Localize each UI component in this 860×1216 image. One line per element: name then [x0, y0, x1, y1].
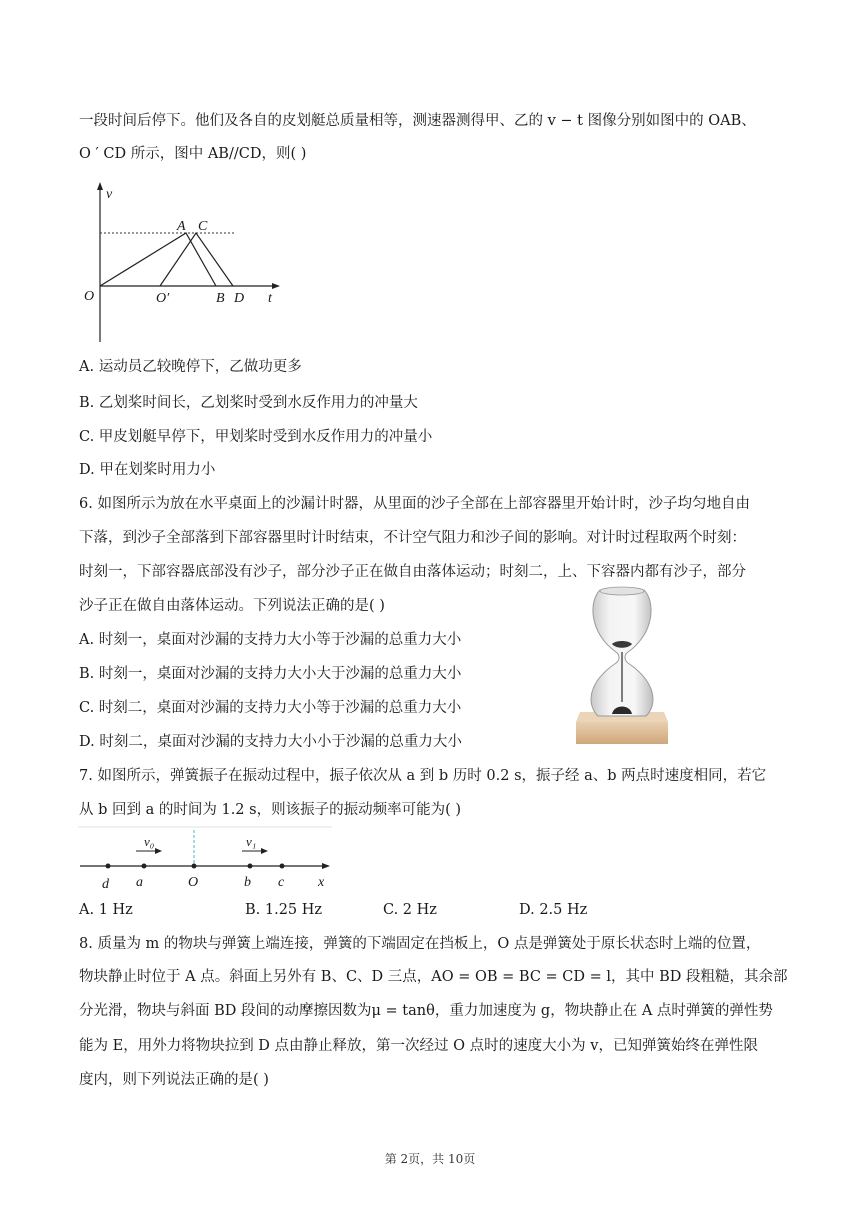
q6-text-line3: 时刻一，下部容器底部没有沙子，部分沙子正在做自由落体运动；时刻二，上、下容器内都有沙子，部分 — [79, 564, 746, 580]
q8-text-line5: 度内，则下列说法正确的是( ) — [79, 1072, 269, 1088]
q7-option-d: D. 2.5 Hz — [519, 902, 588, 918]
q6-option-a: A. 时刻一，桌面对沙漏的支持力大小等于沙漏的总重力大小 — [79, 632, 462, 648]
q6-option-b: B. 时刻一，桌面对沙漏的支持力大小大于沙漏的总重力大小 — [79, 666, 462, 682]
page-footer: 第 2页，共 10页 — [384, 1152, 476, 1166]
q6-text-line4: 沙子正在做自由落体运动。下列说法正确的是( ) — [79, 598, 385, 614]
label-d: d — [102, 877, 109, 892]
spring-oscillator-diagram — [78, 826, 340, 892]
label-C: C — [198, 219, 208, 234]
label-v: v — [106, 187, 113, 202]
q5-option-c: C. 甲皮划艇早停下，甲划桨时受到水反作用力的冲量小 — [79, 429, 433, 445]
hourglass-image — [572, 582, 672, 750]
label-A: A — [177, 219, 186, 234]
q8-text-line1: 8. 质量为 m 的物块与弹簧上端连接，弹簧的下端固定在挡板上，O 点是弹簧处于原长状态时上端的位置， — [79, 936, 761, 952]
base-front — [576, 722, 668, 744]
point-c — [280, 864, 285, 869]
curve-OAB — [100, 233, 216, 286]
q7-text-line2: 从 b 回到 a 的时间为 1.2 s，则该振子的振动频率可能为( ) — [79, 802, 462, 818]
label-v1: v₁ — [246, 834, 257, 849]
vt-graph — [78, 178, 288, 346]
q8-text-line4: 能为 E，用外力将物块拉到 D 点由静止释放，第一次经过 O 点时的速度大小为 v，已知弹簧始终在弹性限 — [79, 1038, 758, 1054]
label-D: D — [234, 291, 245, 306]
q5-option-b: B. 乙划桨时间长，乙划桨时受到水反作用力的冲量大 — [79, 395, 418, 411]
point-a — [142, 864, 147, 869]
point-O — [192, 864, 197, 869]
q7-option-c: C. 2 Hz — [383, 902, 437, 918]
q5-option-a: A. 运动员乙较晚停下，乙做功更多 — [79, 359, 302, 375]
glass-top-rim — [600, 587, 644, 595]
point-b — [248, 864, 253, 869]
label-O-prime: O′ — [156, 291, 170, 306]
label-x: x — [318, 875, 325, 890]
label-t: t — [268, 291, 272, 306]
q6-text-line2: 下落，到沙子全部落到下部容器里时计时结束，不计空气阻力和沙子间的影响。对计时过程取两个时刻： — [79, 530, 746, 546]
label-v0: v₀ — [144, 834, 155, 849]
q7-option-b: B. 1.25 Hz — [245, 902, 323, 918]
q6-option-c: C. 时刻二，桌面对沙漏的支持力大小等于沙漏的总重力大小 — [79, 700, 462, 716]
q7-option-a: A. 1 Hz — [79, 902, 133, 918]
label-a: a — [136, 875, 143, 890]
q8-text-line3: 分光滑，物块与斜面 BD 段间的动摩擦因数为μ = tanθ，重力加速度为 g，物块静止在 A 点时弹簧的弹性势 — [79, 1003, 773, 1019]
q8-text-line2: 物块静止时位于 A 点。斜面上另外有 B、C、D 三点，AO = OB = BC = CD = l，其中 BD 段粗糙，其余部 — [79, 969, 788, 985]
t-axis-arrow — [272, 283, 280, 289]
q6-option-d: D. 时刻二，桌面对沙漏的支持力大小小于沙漏的总重力大小 — [79, 734, 462, 750]
point-d — [106, 864, 111, 869]
q5-text-line2: O ′ CD 所示，图中 AB//CD，则( ) — [79, 146, 307, 162]
q6-text-line1: 6. 如图所示为放在水平桌面上的沙漏计时器，从里面的沙子全部在上部容器里开始计时，沙子均匀地自由 — [79, 496, 750, 512]
label-B: B — [216, 291, 225, 306]
label-O: O — [188, 875, 199, 890]
label-b: b — [244, 875, 251, 890]
curve-OCD — [160, 233, 233, 286]
v-axis-arrow — [97, 182, 103, 190]
q5-text-line1: 一段时间后停下。他们及各自的皮划艇总质量相等，测速器测得甲、乙的 v − t 图像分别如图中的 OAB、 — [79, 113, 756, 129]
label-c: c — [278, 875, 285, 890]
label-O: O — [84, 289, 95, 304]
q5-option-d: D. 甲在划桨时用力小 — [79, 462, 216, 478]
x-axis-arrow — [322, 863, 330, 869]
q7-text-line1: 7. 如图所示，弹簧振子在振动过程中，振子依次从 a 到 b 历时 0.2 s，振子经 a、b 两点时速度相同，若它 — [79, 768, 767, 784]
